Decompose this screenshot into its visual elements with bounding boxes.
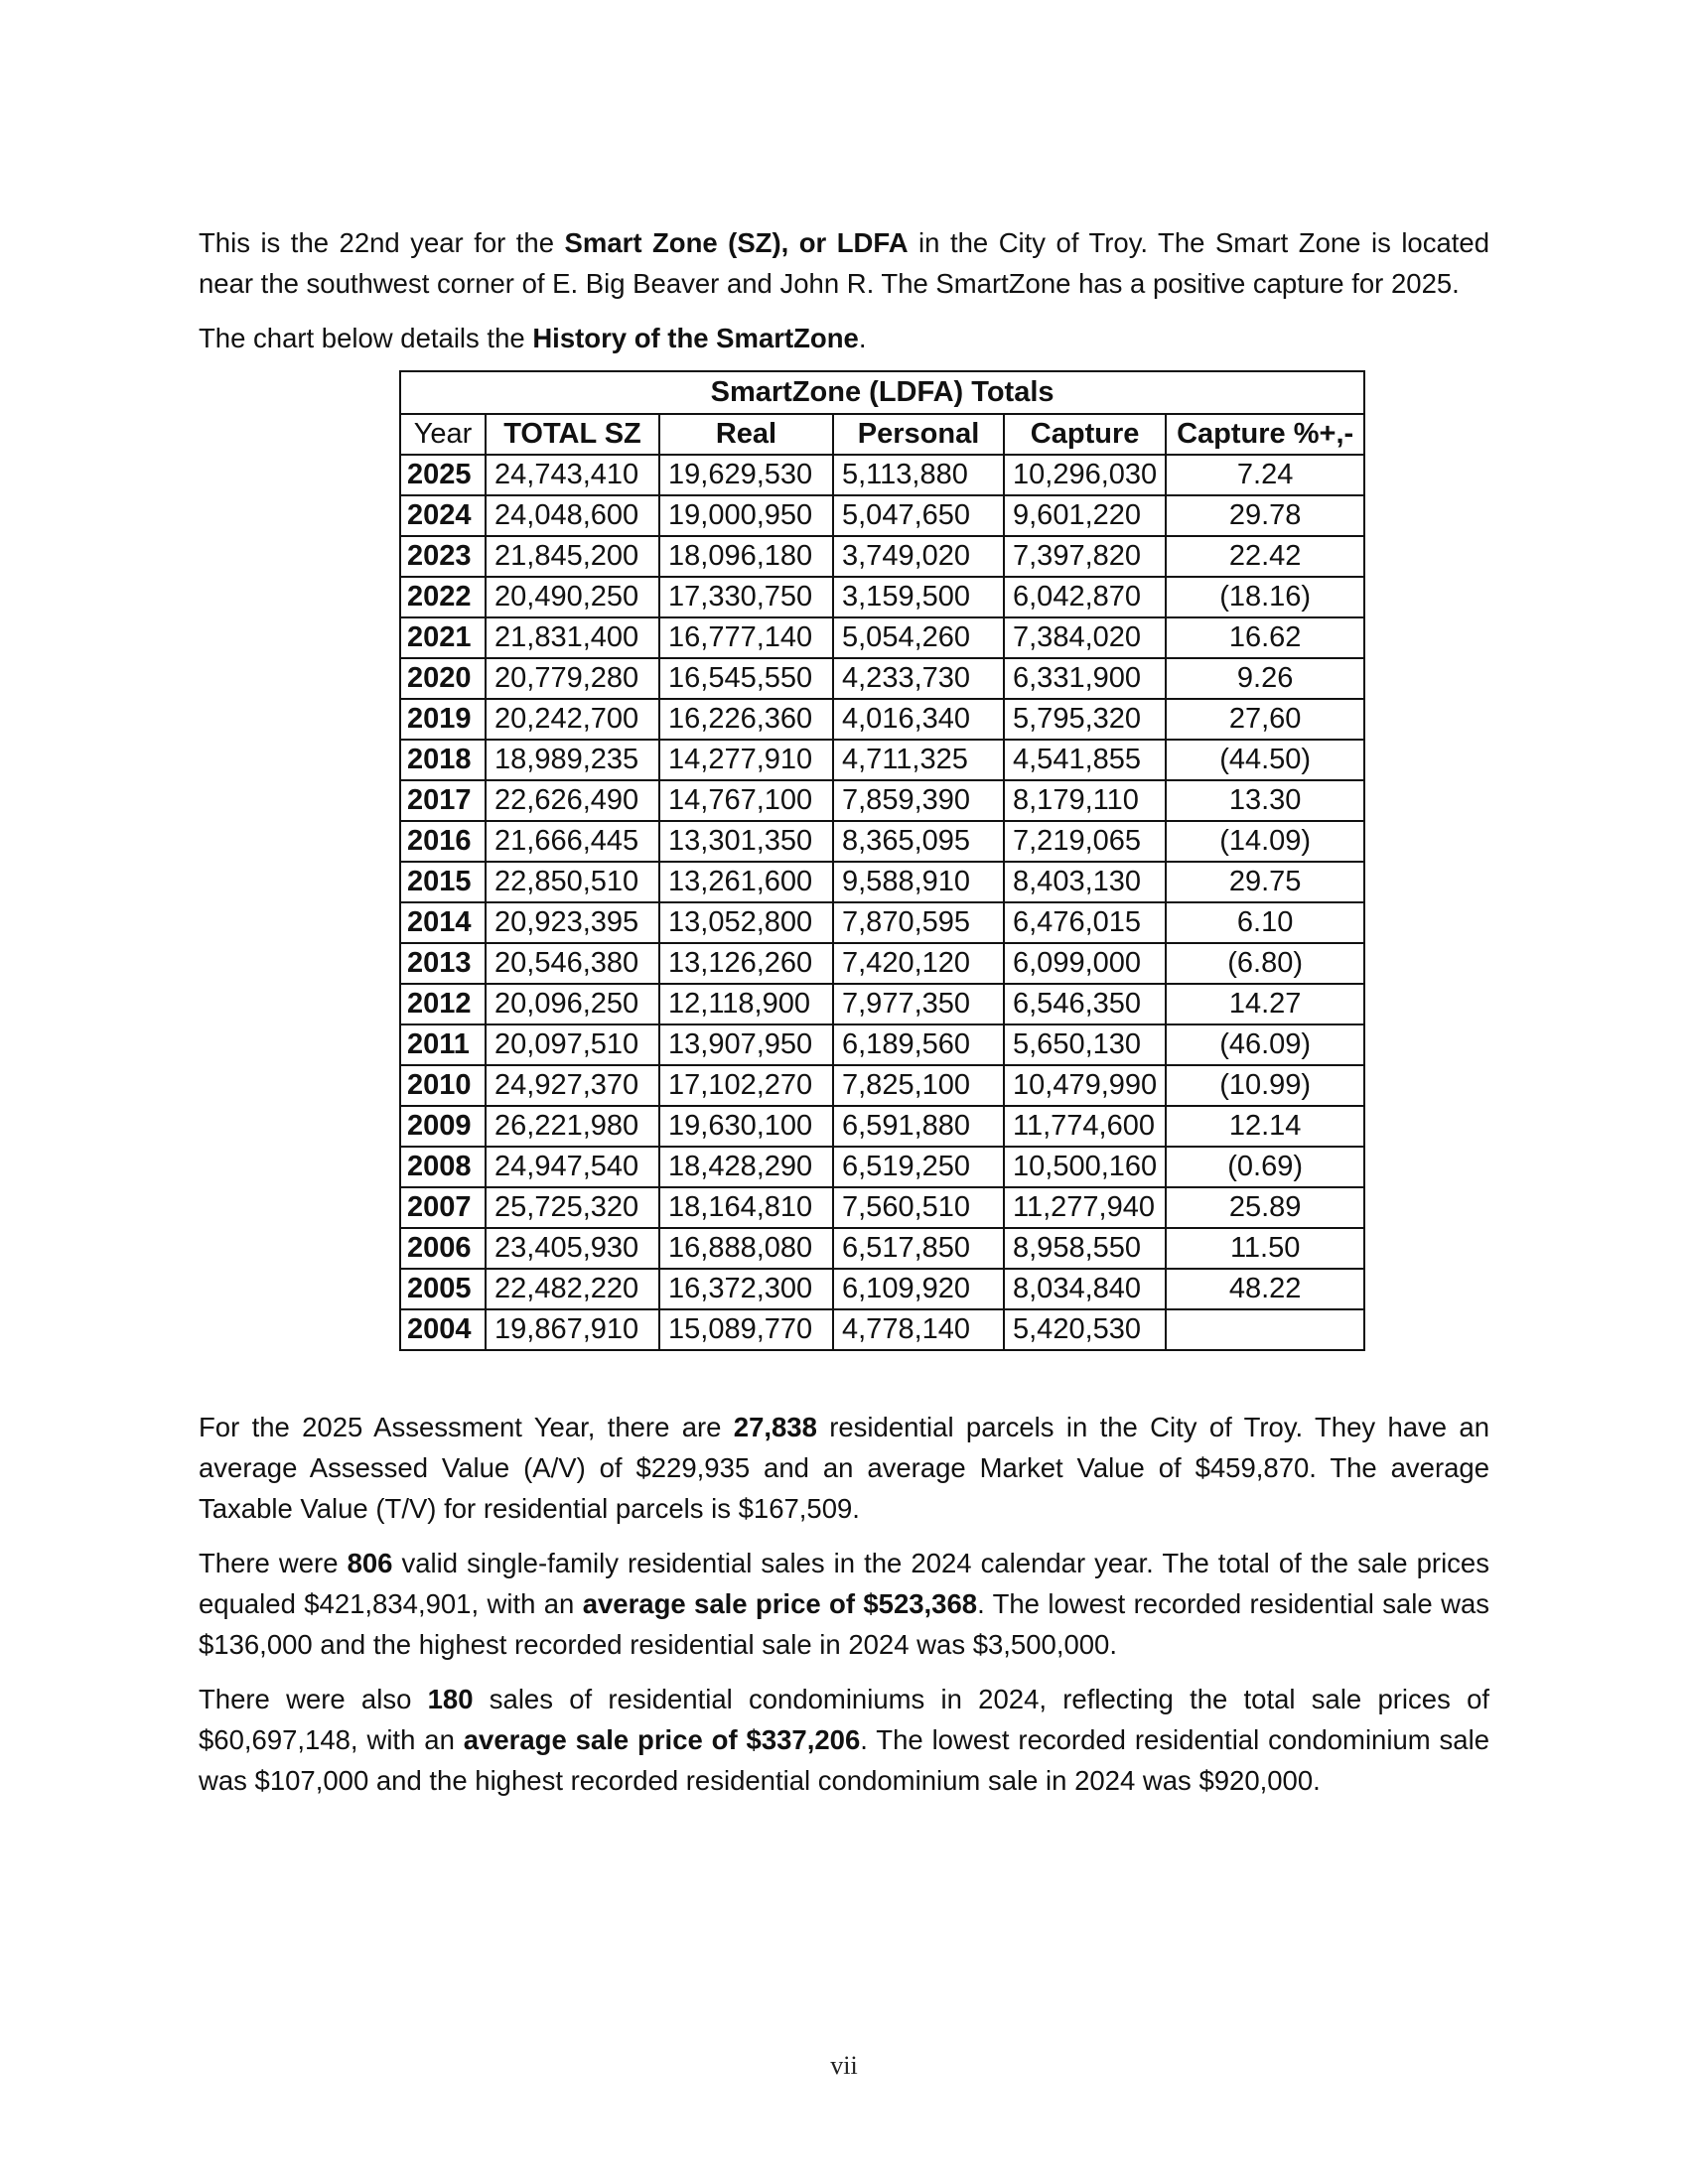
cell-personal: 6,517,850: [833, 1228, 1004, 1269]
cell-real: 17,102,270: [659, 1065, 833, 1106]
cell-real: 14,277,910: [659, 740, 833, 780]
table-row: [400, 1147, 1364, 1187]
cell-year: 2009: [400, 1106, 486, 1147]
cell-capture-pct: (10.99): [1166, 1065, 1364, 1106]
cell-real: 16,226,360: [659, 699, 833, 740]
cell-real: 19,629,530: [659, 455, 833, 495]
cell-year: 2006: [400, 1228, 486, 1269]
page-number: vii: [830, 2051, 858, 2080]
cell-real: 19,000,950: [659, 495, 833, 536]
cell-capture: 7,397,820: [1004, 536, 1166, 577]
cell-personal: 7,420,120: [833, 943, 1004, 984]
cell-capture-pct: (0.69): [1166, 1147, 1364, 1187]
table-caption: SmartZone (LDFA) Totals: [400, 371, 1364, 414]
table-row: [400, 658, 1364, 699]
cell-total-sz: 20,490,250: [486, 577, 659, 617]
header-year: Year: [400, 414, 486, 455]
cell-capture: 8,034,840: [1004, 1269, 1166, 1309]
cell-capture: 10,296,030: [1004, 455, 1166, 495]
cell-total-sz: 20,096,250: [486, 984, 659, 1024]
cell-capture: 9,601,220: [1004, 495, 1166, 536]
cell-total-sz: 24,048,600: [486, 495, 659, 536]
document-page: [199, 222, 1489, 1801]
cell-total-sz: 20,242,700: [486, 699, 659, 740]
text-run: .: [858, 323, 867, 353]
table-row: [400, 1024, 1364, 1065]
cell-year: 2024: [400, 495, 486, 536]
cell-real: 16,372,300: [659, 1269, 833, 1309]
cell-capture: 7,384,020: [1004, 617, 1166, 658]
cell-year: 2007: [400, 1187, 486, 1228]
bold-text: 180: [427, 1684, 474, 1714]
cell-total-sz: 24,947,540: [486, 1147, 659, 1187]
cell-total-sz: 24,927,370: [486, 1065, 659, 1106]
cell-real: 12,118,900: [659, 984, 833, 1024]
header-total-sz: TOTAL SZ: [486, 414, 659, 455]
text-run: residential parcels in the City of Troy. They have an average Assessed Value (A/V) of $229,935 and an average Market Value of $459,870. The average Taxable Value (T/V) for residential parcels is $167,509.: [199, 1412, 1489, 1524]
cell-capture-pct: 25.89: [1166, 1187, 1364, 1228]
table-row: [400, 943, 1364, 984]
cell-year: 2013: [400, 943, 486, 984]
table-row: [400, 617, 1364, 658]
cell-capture-pct: 9.26: [1166, 658, 1364, 699]
cell-year: 2022: [400, 577, 486, 617]
cell-capture-pct: (14.09): [1166, 821, 1364, 862]
cell-total-sz: 25,725,320: [486, 1187, 659, 1228]
cell-real: 14,767,100: [659, 780, 833, 821]
cell-real: 13,907,950: [659, 1024, 833, 1065]
smartzone-totals-table: [399, 370, 1365, 1351]
bold-text: average sale price of $523,368: [582, 1588, 978, 1619]
cell-capture: 6,042,870: [1004, 577, 1166, 617]
cell-capture-pct: 27,60: [1166, 699, 1364, 740]
table-row: [400, 902, 1364, 943]
bold-text: Smart Zone (SZ), or LDFA: [564, 227, 909, 258]
cell-year: 2017: [400, 780, 486, 821]
cell-personal: 7,560,510: [833, 1187, 1004, 1228]
header-capture-pct: Capture %+,-: [1166, 414, 1364, 455]
text-run: valid single-family residential sales in the 2024 calendar year. The total of the sale prices equaled $421,834,901, with an: [199, 1548, 1489, 1619]
cell-real: 13,126,260: [659, 943, 833, 984]
cell-personal: 6,189,560: [833, 1024, 1004, 1065]
table-row: [400, 1228, 1364, 1269]
cell-total-sz: 22,850,510: [486, 862, 659, 902]
cell-real: 13,052,800: [659, 902, 833, 943]
cell-year: 2023: [400, 536, 486, 577]
cell-capture-pct: 7.24: [1166, 455, 1364, 495]
cell-total-sz: 21,666,445: [486, 821, 659, 862]
cell-year: 2004: [400, 1309, 486, 1350]
cell-total-sz: 20,923,395: [486, 902, 659, 943]
cell-personal: 4,233,730: [833, 658, 1004, 699]
cell-year: 2025: [400, 455, 486, 495]
table-row: [400, 495, 1364, 536]
cell-capture: 6,331,900: [1004, 658, 1166, 699]
text-run: There were: [199, 1548, 348, 1578]
cell-personal: 9,588,910: [833, 862, 1004, 902]
cell-personal: 3,749,020: [833, 536, 1004, 577]
cell-capture: 4,541,855: [1004, 740, 1166, 780]
cell-year: 2020: [400, 658, 486, 699]
cell-real: 18,096,180: [659, 536, 833, 577]
cell-personal: 7,859,390: [833, 780, 1004, 821]
cell-capture-pct: 14.27: [1166, 984, 1364, 1024]
cell-capture: 10,500,160: [1004, 1147, 1166, 1187]
table-row: [400, 862, 1364, 902]
table-body: [400, 455, 1364, 1350]
cell-total-sz: 22,626,490: [486, 780, 659, 821]
bold-text: average sale price of $337,206: [463, 1724, 861, 1755]
cell-personal: 5,054,260: [833, 617, 1004, 658]
cell-capture-pct: 29.78: [1166, 495, 1364, 536]
cell-personal: 7,825,100: [833, 1065, 1004, 1106]
cell-capture: 8,179,110: [1004, 780, 1166, 821]
cell-real: 16,545,550: [659, 658, 833, 699]
cell-year: 2008: [400, 1147, 486, 1187]
cell-capture: 10,479,990: [1004, 1065, 1166, 1106]
cell-total-sz: 20,097,510: [486, 1024, 659, 1065]
table-row: [400, 577, 1364, 617]
cell-real: 15,089,770: [659, 1309, 833, 1350]
cell-year: 2018: [400, 740, 486, 780]
cell-capture-pct: 12.14: [1166, 1106, 1364, 1147]
cell-total-sz: 19,867,910: [486, 1309, 659, 1350]
text-run: There were also: [199, 1684, 428, 1714]
condominium-sales-paragraph: [199, 1679, 1489, 1801]
cell-capture-pct: 6.10: [1166, 902, 1364, 943]
cell-capture-pct: 11.50: [1166, 1228, 1364, 1269]
cell-personal: 5,047,650: [833, 495, 1004, 536]
header-real: Real: [659, 414, 833, 455]
cell-real: 13,301,350: [659, 821, 833, 862]
cell-real: 18,428,290: [659, 1147, 833, 1187]
cell-total-sz: 26,221,980: [486, 1106, 659, 1147]
cell-real: 13,261,600: [659, 862, 833, 902]
cell-personal: 6,519,250: [833, 1147, 1004, 1187]
table-row: [400, 780, 1364, 821]
cell-year: 2015: [400, 862, 486, 902]
table-row: [400, 1269, 1364, 1309]
table-row: [400, 455, 1364, 495]
cell-total-sz: 20,546,380: [486, 943, 659, 984]
cell-personal: 4,016,340: [833, 699, 1004, 740]
residential-sales-paragraph: [199, 1543, 1489, 1665]
cell-capture: 6,476,015: [1004, 902, 1166, 943]
cell-capture: 7,219,065: [1004, 821, 1166, 862]
cell-year: 2016: [400, 821, 486, 862]
cell-year: 2014: [400, 902, 486, 943]
header-capture: Capture: [1004, 414, 1166, 455]
cell-personal: 6,109,920: [833, 1269, 1004, 1309]
cell-capture: 5,795,320: [1004, 699, 1166, 740]
cell-total-sz: 22,482,220: [486, 1269, 659, 1309]
cell-real: 16,777,140: [659, 617, 833, 658]
cell-personal: 4,778,140: [833, 1309, 1004, 1350]
cell-real: 18,164,810: [659, 1187, 833, 1228]
cell-capture-pct: 13.30: [1166, 780, 1364, 821]
cell-capture-pct: (46.09): [1166, 1024, 1364, 1065]
table-row: [400, 536, 1364, 577]
cell-personal: 7,977,350: [833, 984, 1004, 1024]
cell-capture: 8,403,130: [1004, 862, 1166, 902]
cell-total-sz: 21,831,400: [486, 617, 659, 658]
cell-capture-pct: [1166, 1309, 1364, 1350]
cell-personal: 7,870,595: [833, 902, 1004, 943]
cell-capture-pct: (6.80): [1166, 943, 1364, 984]
cell-capture-pct: (44.50): [1166, 740, 1364, 780]
cell-total-sz: 20,779,280: [486, 658, 659, 699]
cell-total-sz: 23,405,930: [486, 1228, 659, 1269]
text-run: This is the 22nd year for the: [199, 227, 565, 258]
table-row: [400, 699, 1364, 740]
table-row: [400, 1106, 1364, 1147]
cell-capture: 5,650,130: [1004, 1024, 1166, 1065]
cell-year: 2012: [400, 984, 486, 1024]
cell-total-sz: 18,989,235: [486, 740, 659, 780]
bold-text: 806: [347, 1548, 393, 1578]
cell-real: 17,330,750: [659, 577, 833, 617]
text-run: sales of residential condominiums in 2024, reflecting the total sale prices of $60,697,148, with an: [199, 1684, 1489, 1755]
cell-total-sz: 21,845,200: [486, 536, 659, 577]
cell-year: 2019: [400, 699, 486, 740]
cell-capture: 11,277,940: [1004, 1187, 1166, 1228]
cell-year: 2021: [400, 617, 486, 658]
residential-parcels-paragraph: [199, 1407, 1489, 1529]
cell-total-sz: 24,743,410: [486, 455, 659, 495]
cell-capture-pct: (18.16): [1166, 577, 1364, 617]
table-row: [400, 821, 1364, 862]
cell-capture: 5,420,530: [1004, 1309, 1166, 1350]
table-row: [400, 740, 1364, 780]
table-row: [400, 1187, 1364, 1228]
cell-real: 16,888,080: [659, 1228, 833, 1269]
text-run: . The lowest recorded residential sale was $136,000 and the highest recorded residential sale in 2024 was $3,500,000.: [199, 1588, 1489, 1660]
text-run: For the 2025 Assessment Year, there are: [199, 1412, 734, 1442]
cell-personal: 4,711,325: [833, 740, 1004, 780]
table-row: [400, 1309, 1364, 1350]
header-personal: Personal: [833, 414, 1004, 455]
cell-year: 2010: [400, 1065, 486, 1106]
cell-capture-pct: 22.42: [1166, 536, 1364, 577]
cell-personal: 8,365,095: [833, 821, 1004, 862]
cell-personal: 6,591,880: [833, 1106, 1004, 1147]
cell-year: 2005: [400, 1269, 486, 1309]
table-row: [400, 984, 1364, 1024]
text-run: . The lowest recorded residential condominium sale was $107,000 and the highest recorded residential condominium sale in 2024 was $920,000.: [199, 1724, 1490, 1796]
cell-capture-pct: 48.22: [1166, 1269, 1364, 1309]
cell-capture: 6,099,000: [1004, 943, 1166, 984]
cell-capture: 6,546,350: [1004, 984, 1166, 1024]
cell-capture-pct: 16.62: [1166, 617, 1364, 658]
cell-personal: 3,159,500: [833, 577, 1004, 617]
text-run: in the City of Troy. The Smart Zone is located near the southwest corner of E. Big Beaver and John R. The SmartZone has a positive capture for 2025.: [199, 227, 1489, 299]
table-row: [400, 1065, 1364, 1106]
cell-personal: 5,113,880: [833, 455, 1004, 495]
cell-capture: 11,774,600: [1004, 1106, 1166, 1147]
cell-capture-pct: 29.75: [1166, 862, 1364, 902]
cell-real: 19,630,100: [659, 1106, 833, 1147]
smartzone-table-container: [399, 370, 1489, 1351]
bold-text: 27,838: [733, 1412, 817, 1442]
bold-text: History of the SmartZone: [532, 323, 859, 353]
cell-capture: 8,958,550: [1004, 1228, 1166, 1269]
cell-year: 2011: [400, 1024, 486, 1065]
chart-intro-paragraph: [199, 318, 1489, 358]
intro-paragraph: [199, 222, 1489, 304]
text-run: The chart below details the: [199, 323, 533, 353]
